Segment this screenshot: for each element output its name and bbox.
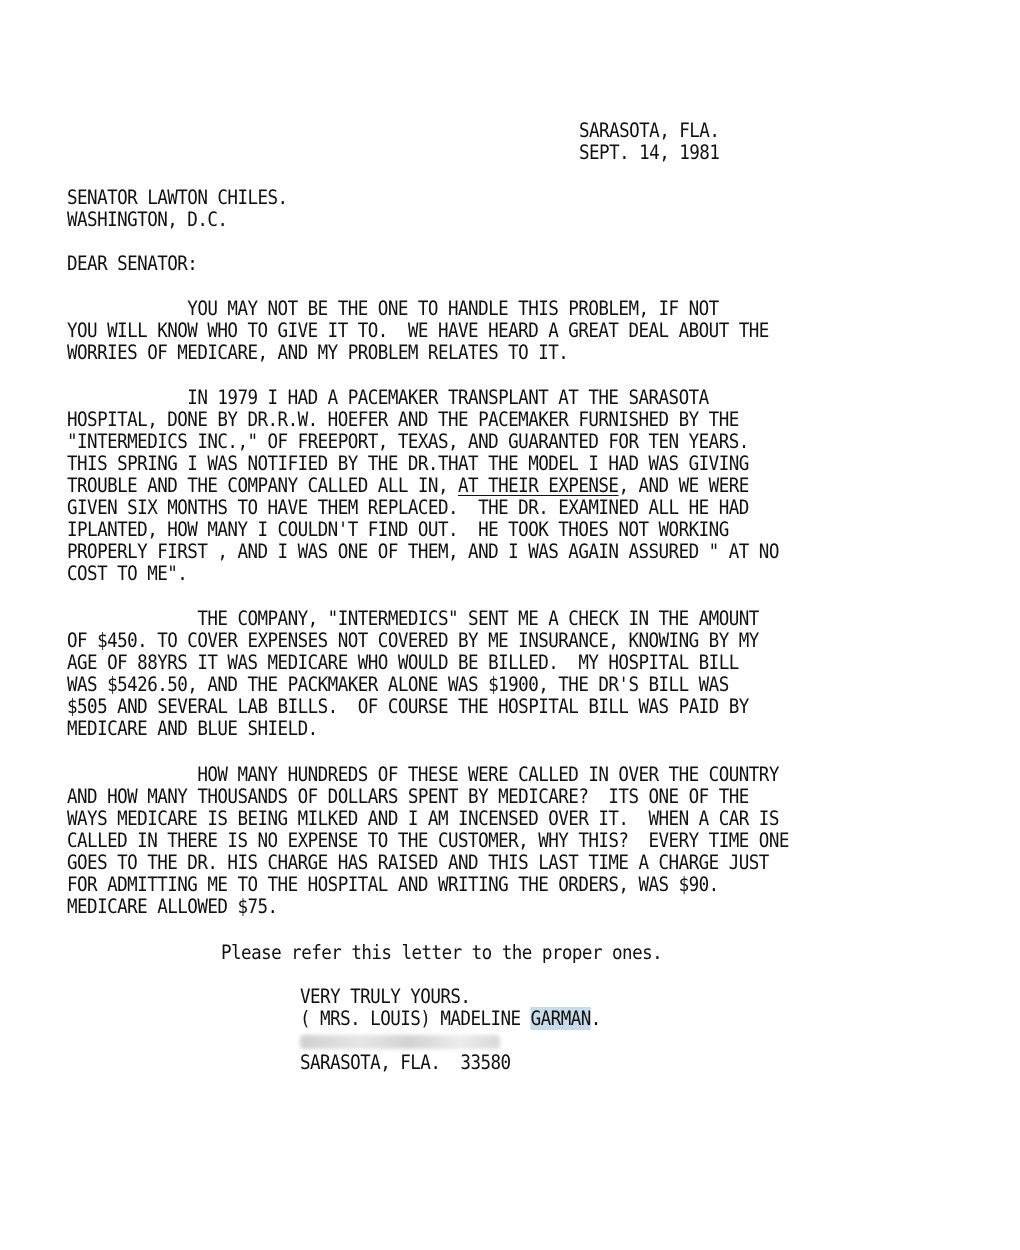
paragraph-3-line: THE COMPANY, "INTERMEDICS" SENT ME A CHECK IN THE AMOUNT — [67, 607, 759, 630]
paragraph-1-line: WORRIES OF MEDICARE, AND MY PROBLEM RELATES TO IT. — [67, 341, 569, 364]
header-date: SEPT. 14, 1981 — [579, 141, 720, 164]
paragraph-2-line: "INTERMEDICS INC.," OF FREEPORT, TEXAS, AND GUARANTED FOR TEN YEARS. — [67, 430, 749, 453]
paragraph-3-line: $505 AND SEVERAL LAB BILLS. OF COURSE THE HOSPITAL BILL WAS PAID BY — [67, 695, 749, 718]
paragraph-4-line: FOR ADMITTING ME TO THE HOSPITAL AND WRITING THE ORDERS, WAS $90. — [67, 873, 719, 896]
paragraph-2-line: IN 1979 I HAD A PACEMAKER TRANSPLANT AT THE SARASOTA — [67, 386, 709, 409]
underlined-at-their-expense: AT THEIR EXPENSE — [458, 474, 619, 497]
paragraph-2-line: THIS SPRING I WAS NOTIFIED BY THE DR.THAT THE MODEL I HAD WAS GIVING — [67, 452, 749, 475]
paragraph-3-line: OF $450. TO COVER EXPENSES NOT COVERED BY ME INSURANCE, KNOWING BY MY — [67, 629, 759, 652]
paragraph-2-text: , AND WE WERE — [618, 474, 749, 497]
paragraph-4-line: AND HOW MANY THOUSANDS OF DOLLARS SPENT BY MEDICARE? ITS ONE OF THE — [67, 785, 749, 808]
paragraph-3-line: MEDICARE AND BLUE SHIELD. — [67, 717, 318, 740]
city-zip: SARASOTA, FLA. 33580 — [300, 1051, 511, 1074]
valediction: VERY TRULY YOURS. — [300, 985, 471, 1008]
paragraph-2-line: GIVEN SIX MONTHS TO HAVE THEM REPLACED. THE DR. EXAMINED ALL HE HAD — [67, 496, 749, 519]
paragraph-4-line: GOES TO THE DR. HIS CHARGE HAS RAISED AND THIS LAST TIME A CHARGE JUST — [67, 851, 769, 874]
paragraph-4-line: CALLED IN THERE IS NO EXPENSE TO THE CUSTOMER, WHY THIS? EVERY TIME ONE — [67, 829, 789, 852]
salutation: DEAR SENATOR: — [67, 252, 198, 275]
signer-line — [300, 1008, 601, 1030]
paragraph-4-line: HOW MANY HUNDREDS OF THESE WERE CALLED IN OVER THE COUNTRY — [67, 763, 779, 786]
paragraph-1-line: YOU WILL KNOW WHO TO GIVE IT TO. WE HAVE HEARD A GREAT DEAL ABOUT THE — [67, 319, 769, 342]
signer-suffix: . — [590, 1007, 601, 1030]
signer-surname-highlight: GARMAN — [530, 1007, 591, 1030]
redacted-address — [300, 1035, 500, 1049]
recipient-name: SENATOR LAWTON CHILES. — [67, 186, 288, 209]
paragraph-2-line — [67, 475, 749, 497]
paragraph-1-line: YOU MAY NOT BE THE ONE TO HANDLE THIS PROBLEM, IF NOT — [67, 297, 719, 320]
paragraph-2-line: PROPERLY FIRST , AND I WAS ONE OF THEM, AND I WAS AGAIN ASSURED " AT NO — [67, 540, 779, 563]
referral-note: Please refer this letter to the proper ones. — [221, 941, 663, 964]
paragraph-2-line: HOSPITAL, DONE BY DR.R.W. HOEFER AND THE PACEMAKER FURNISHED BY THE — [67, 408, 739, 431]
recipient-city: WASHINGTON, D.C. — [67, 208, 228, 231]
paragraph-4-line: WAYS MEDICARE IS BEING MILKED AND I AM INCENSED OVER IT. WHEN A CAR IS — [67, 807, 779, 830]
paragraph-2-line: IPLANTED, HOW MANY I COULDN'T FIND OUT. HE TOOK THOES NOT WORKING — [67, 518, 729, 541]
paragraph-3-line: WAS $5426.50, AND THE PACKMAKER ALONE WAS $1900, THE DR'S BILL WAS — [67, 673, 729, 696]
paragraph-4-line: MEDICARE ALLOWED $75. — [67, 895, 278, 918]
signer-prefix: ( MRS. LOUIS) MADELINE — [300, 1007, 531, 1030]
paragraph-3-line: AGE OF 88YRS IT WAS MEDICARE WHO WOULD BE BILLED. MY HOSPITAL BILL — [67, 651, 739, 674]
paragraph-2-text: TROUBLE AND THE COMPANY CALLED ALL IN, — [67, 474, 459, 497]
paragraph-2-line: COST TO ME". — [67, 562, 188, 585]
header-place: SARASOTA, FLA. — [579, 119, 720, 142]
